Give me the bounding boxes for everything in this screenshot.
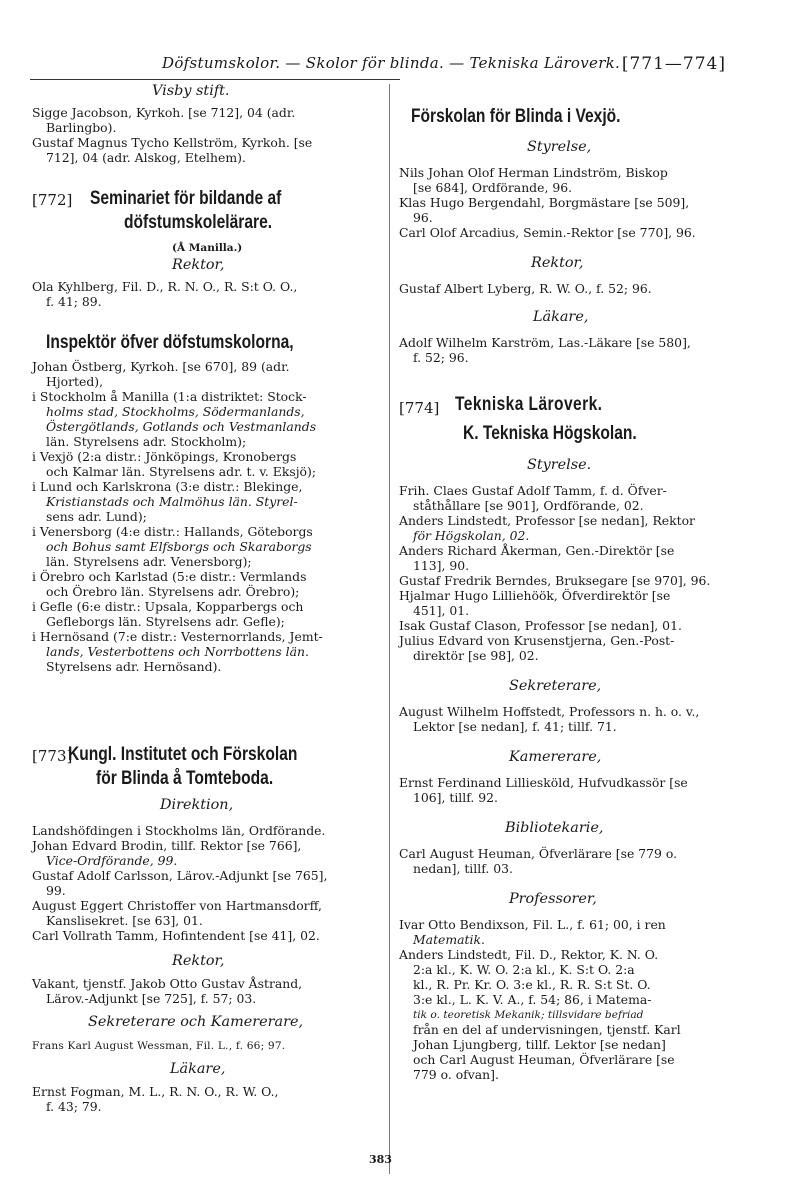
entry-line: Barlingbo). [46, 120, 117, 135]
role-heading: Styrelse, [527, 139, 592, 155]
entry-line: län. Styrelsens adr. Venersborg); [46, 554, 252, 569]
role-heading: Professorer, [509, 891, 597, 907]
section-location: (Å Manilla.) [172, 242, 243, 254]
role-heading: Styrelse. [527, 457, 592, 473]
entry-line: län. Styrelsens adr. Stockholm); [46, 434, 247, 449]
role-heading: Läkare, [533, 309, 589, 325]
entry-line: f. 52; 96. [413, 350, 469, 365]
entry-line: Klas Hugo Bergendahl, Borgmästare [se 509], [399, 195, 690, 210]
entry-line: Anders Lindstedt, Professor [se nedan], Rektor [399, 513, 695, 528]
entry-line: Gustaf Adolf Carlsson, Lärov.-Adjunkt [se 765], [32, 868, 328, 883]
entry-line: Landshöfdingen i Stockholms län, Ordförande. [32, 823, 326, 838]
entry-line: Kristianstads och Malmöhus län. Styrel- [46, 494, 298, 509]
entry-line: f. 43; 79. [46, 1099, 102, 1114]
entry-line: Anders Richard Åkerman, Gen.-Direktör [se [399, 543, 675, 558]
entry-line: Carl Vollrath Tamm, Hofintendent [se 41], 02. [32, 928, 320, 943]
entry-line: ståthållare [se 901], Ordförande, 02. [413, 498, 644, 513]
entry-line: i Vexjö (2:a distr.: Jönköpings, Kronobergs [32, 449, 297, 464]
entry-line: Östergötlands, Gotlands och Vestmanlands [46, 419, 317, 434]
entry-line: Lärov.-Adjunkt [se 725], f. 57; 03. [46, 991, 257, 1006]
entry-line: Isak Gustaf Clason, Professor [se nedan], 01. [399, 618, 682, 633]
entry-line: Ernst Fogman, M. L., R. N. O., R. W. O., [32, 1084, 279, 1099]
entry-line: i Lund och Karlskrona (3:e distr.: Blekinge, [32, 479, 303, 494]
column-divider [389, 84, 390, 1174]
entry-line: August Wilhelm Hoffstedt, Professors n. h. o. v., [399, 704, 700, 719]
entry-line: tik o. teoretisk Mekanik; tillsvidare befriad [413, 1009, 644, 1021]
section-number: [773] [32, 747, 73, 765]
role-heading: Sekreterare, [509, 678, 602, 694]
section-number: [774] [399, 399, 440, 417]
visby-subtitle: Visby stift. [152, 83, 230, 99]
section-heading: K. Tekniska Högskolan. [463, 423, 637, 444]
entry-line: Anders Lindstedt, Fil. D., Rektor, K. N. O. [399, 947, 659, 962]
entry-line: och Kalmar län. Styrelsens adr. t. v. Eksjö); [46, 464, 317, 479]
role-heading: Läkare, [170, 1061, 226, 1077]
section-heading: Förskolan för Blinda i Vexjö. [411, 106, 621, 127]
role-heading: Rektor, [172, 953, 225, 969]
entry-line: 451], 01. [413, 603, 470, 618]
section-heading: Tekniska Läroverk. [455, 394, 603, 415]
entry-line: [se 684], Ordförande, 96. [413, 180, 573, 195]
section-heading: Kungl. Institutet och Förskolan [68, 744, 298, 765]
entry-line: direktör [se 98], 02. [413, 648, 539, 663]
entry-line: Styrelsens adr. Hernösand). [46, 659, 222, 674]
entry-line: Gustaf Fredrik Berndes, Bruksegare [se 970], 96. [399, 573, 711, 588]
entry-line: Gustaf Magnus Tycho Kellström, Kyrkoh. [se [32, 135, 313, 150]
entry-line: kl., R. Pr. Kr. O. 3:e kl., R. R. S:t St. O. [413, 977, 651, 992]
entry-line: i Hernösand (7:e distr.: Vesternorrlands, Jemt- [32, 629, 323, 644]
entry-line: Nils Johan Olof Herman Lindström, Biskop [399, 165, 668, 180]
entry-line: i Venersborg (4:e distr.: Hallands, Göteborgs [32, 524, 313, 539]
role-heading: Kamererare, [509, 749, 602, 765]
role-heading: Sekreterare och Kamererare, [88, 1014, 304, 1030]
entry-line: Gefleborgs län. Styrelsens adr. Gefle); [46, 614, 285, 629]
section-heading: döfstumskolelärare. [124, 212, 273, 233]
running-header [30, 46, 762, 74]
entry-line: 99. [46, 883, 66, 898]
entry-line: August Eggert Christoffer von Hartmansdorff, [32, 898, 322, 913]
entry-line: 106], tillf. 92. [413, 790, 498, 805]
entry-line: Matematik. [413, 932, 485, 947]
role-heading: Rektor, [531, 255, 584, 271]
entry-line: sens adr. Lund); [46, 509, 147, 524]
entry-line: 2:a kl., K. W. O. 2:a kl., K. S:t O. 2:a [413, 962, 635, 977]
entry-line: Hjalmar Hugo Lilliehöök, Öfverdirektör [se [399, 588, 671, 603]
entry-line: Ivar Otto Bendixson, Fil. L., f. 61; 00, i ren [399, 917, 666, 932]
entry-line: och Örebro län. Styrelsens adr. Örebro); [46, 584, 300, 599]
entry-line: 3:e kl., L. K. V. A., f. 54; 86, i Matema- [413, 992, 652, 1007]
entry-line: 96. [413, 210, 433, 225]
entry-line: lands, Vesterbottens och Norrbottens län. [46, 644, 309, 659]
entry-line: i Örebro och Karlstad (5:e distr.: Vermlands [32, 569, 307, 584]
entry-line: från en del af undervisningen, tjenstf. Karl [413, 1022, 681, 1037]
entry-line: Adolf Wilhelm Karström, Las.-Läkare [se 580], [399, 335, 691, 350]
entry-line: Julius Edvard von Krusenstjerna, Gen.-Post- [399, 633, 675, 648]
entry-line: nedan], tillf. 03. [413, 861, 513, 876]
entry-line: och Bohus samt Elfsborgs och Skaraborgs [46, 539, 312, 554]
role-heading: Bibliotekarie, [505, 820, 604, 836]
entry-line: Lektor [se nedan], f. 41; tillf. 71. [413, 719, 617, 734]
entry-line: i Gefle (6:e distr.: Upsala, Kopparbergs och [32, 599, 304, 614]
entry-line: Frih. Claes Gustaf Adolf Tamm, f. d. Öfver- [399, 483, 667, 498]
page-number: 383 [369, 1153, 392, 1166]
entry-line: Sigge Jacobson, Kyrkoh. [se 712], 04 (adr. [32, 105, 296, 120]
entry-line: Carl August Heuman, Öfverlärare [se 779 o. [399, 846, 678, 861]
section-heading: Seminariet för bildande af [90, 188, 282, 209]
section-heading: Inspektör öfver döfstumskolorna, [46, 332, 294, 353]
header-page-range: [771—774] [621, 54, 726, 74]
section-heading: för Blinda å Tomteboda. [96, 768, 274, 789]
entry-line: i Stockholm å Manilla (1:a distriktet: Stock- [32, 389, 307, 404]
entry-line: Johan Ljungberg, tillf. Lektor [se nedan] [413, 1037, 666, 1052]
entry-line: holms stad, Stockholms, Södermanlands, [46, 404, 305, 419]
entry-line: f. 41; 89. [46, 294, 102, 309]
entry-line: för Högskolan, 02. [413, 528, 530, 543]
header-rule [30, 79, 400, 80]
header-title: Döfstumskolor. — Skolor för blinda. — Tekniska Läroverk. [162, 54, 621, 72]
role-heading: Rektor, [172, 257, 225, 273]
entry-line: 712], 04 (adr. Alskog, Etelhem). [46, 150, 246, 165]
entry-line: Vakant, tjenstf. Jakob Otto Gustav Åstrand, [32, 976, 303, 991]
entry-line: Kanslisekret. [se 63], 01. [46, 913, 203, 928]
entry-line: Frans Karl August Wessman, Fil. L., f. 66; 97. [32, 1040, 286, 1052]
role-heading: Direktion, [160, 797, 234, 813]
entry-line: Johan Edvard Brodin, tillf. Rektor [se 766], [32, 838, 302, 853]
section-number: [772] [32, 191, 73, 209]
entry-line: 779 o. ofvan]. [413, 1067, 499, 1082]
entry-line: Johan Östberg, Kyrkoh. [se 670], 89 (adr. [32, 359, 290, 374]
entry-line: Ernst Ferdinand Lilliesköld, Hufvudkassör [se [399, 775, 688, 790]
entry-line: Hjorted), [46, 374, 104, 389]
entry-line: Ola Kyhlberg, Fil. D., R. N. O., R. S:t O. O., [32, 279, 298, 294]
entry-line: Carl Olof Arcadius, Semin.-Rektor [se 770], 96. [399, 225, 696, 240]
entry-line: Gustaf Albert Lyberg, R. W. O., f. 52; 96. [399, 281, 652, 296]
entry-line: 113], 90. [413, 558, 470, 573]
entry-line: Vice-Ordförande, 99. [46, 853, 178, 868]
entry-line: och Carl August Heuman, Öfverlärare [se [413, 1052, 675, 1067]
